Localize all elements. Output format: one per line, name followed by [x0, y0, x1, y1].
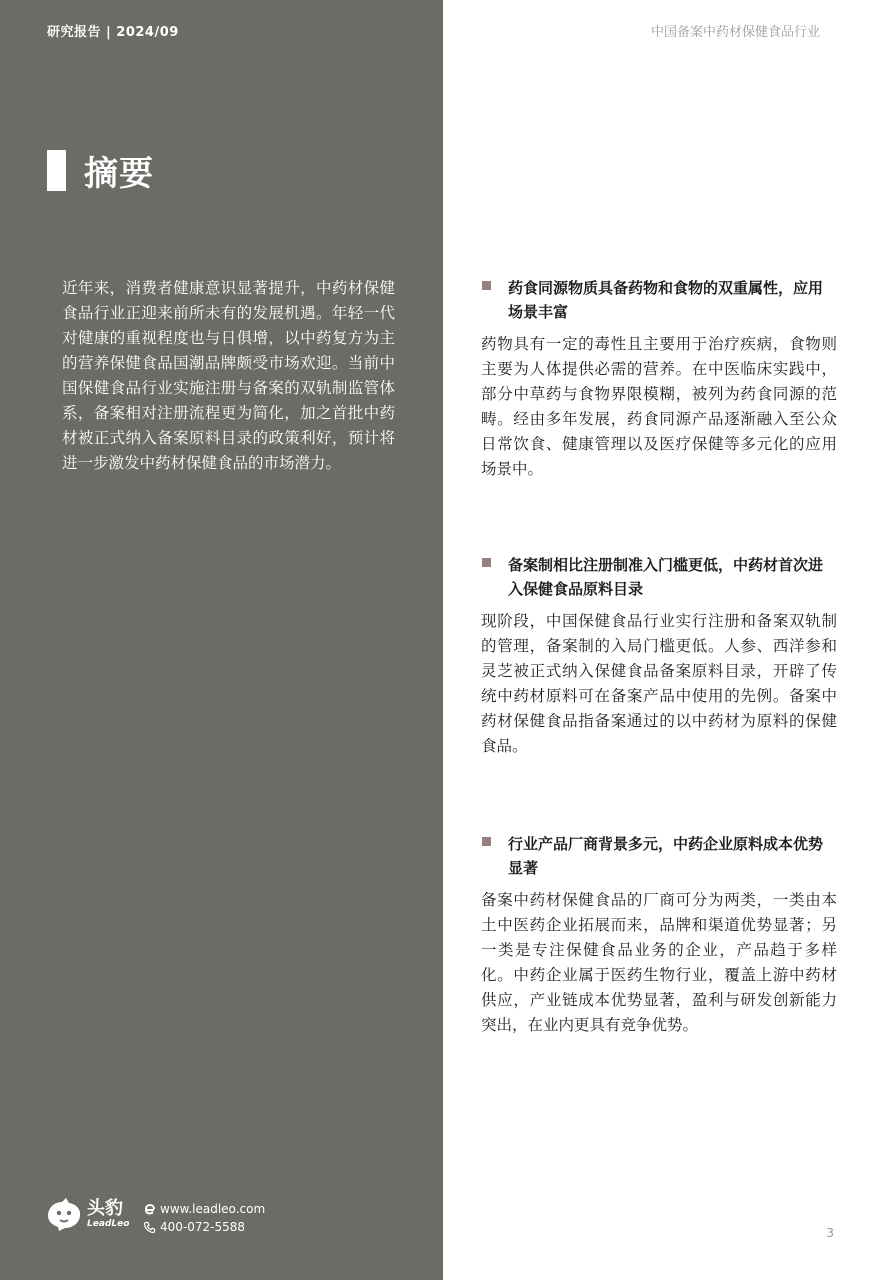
key-point-1	[481, 276, 837, 482]
website-row	[143, 1200, 265, 1218]
leadleo-logo	[45, 1196, 129, 1232]
leopard-logo-icon	[45, 1196, 83, 1232]
key-point-heading-text: 药食同源物质具备药物和食物的双重属性，应用场景丰富	[508, 279, 824, 321]
square-bullet-icon	[482, 837, 491, 846]
square-bullet-icon	[482, 558, 491, 567]
phone-row	[143, 1218, 265, 1236]
key-point-2	[481, 553, 837, 759]
logo-wordmark	[87, 1199, 129, 1230]
key-point-heading	[481, 276, 837, 324]
title-bar-marker	[47, 150, 66, 191]
key-point-body: 现阶段，中国保健食品行业实行注册和备案双轨制的管理，备案制的入局门槛更低。人参、西洋参和灵芝被正式纳入保健食品备案原料目录，开辟了传统中药材原料可在备案产品中使用的先例。备案中药材保健食品指备案通过的以中药材为原料的保健食品。	[481, 612, 837, 755]
logo-cn: 头豹	[87, 1197, 123, 1219]
key-point-heading	[481, 553, 837, 601]
key-point-3	[481, 832, 837, 1038]
key-point-body: 备案中药材保健食品的厂商可分为两类，一类由本土中医药企业拓展而来，品牌和渠道优势显著；另一类是专注保健食品业务的企业，产品趋于多样化。中药企业属于医药生物行业，覆盖上游中药材供应，产业链成本优势显著，盈利与研发创新能力突出，在业内更具有竞争优势。	[481, 891, 837, 1034]
key-point-heading-text: 备案制相比注册制准入门槛更低，中药材首次进入保健食品原料目录	[508, 556, 824, 598]
square-bullet-icon	[482, 281, 491, 290]
section-title	[47, 146, 154, 195]
key-point-body: 药物具有一定的毒性且主要用于治疗疾病，食物则主要为人体提供必需的营养。在中医临床实践中，部分中草药与食物界限模糊，被列为药食同源的范畴。经由多年发展，药食同源产品逐渐融入至公众日常饮食、健康管理以及医疗保健等多元化的应用场景中。	[481, 335, 837, 478]
contact-info	[143, 1200, 265, 1236]
key-point-heading-text: 行业产品厂商背景多元，中药企业原料成本优势显著	[508, 835, 824, 877]
industry-header: 中国备案中药材保健食品行业	[650, 25, 820, 40]
web-e-icon	[143, 1203, 156, 1216]
summary-paragraph: 近年来，消费者健康意识显著提升，中药材保健食品行业正迎来前所未有的发展机遇。年轻一代对健康的重视程度也与日俱增，以中药复方为主的营养保健食品国潮品牌颇受市场欢迎。当前中国保健食品行业实施注册与备案的双轨制监管体系，备案相对注册流程更为简化，加之首批中药材被正式纳入备案原料目录的政策利好，预计将进一步激发中药材保健食品的市场潜力。	[62, 279, 395, 472]
report-tag: 研究报告 | 2024/09	[47, 25, 179, 40]
phone-icon	[143, 1221, 156, 1234]
website-link[interactable]: www.leadleo.com	[160, 1202, 266, 1216]
page-number: 3	[826, 1226, 834, 1240]
key-point-heading	[481, 832, 837, 880]
logo-en: LeadLeo	[87, 1218, 130, 1229]
page-title: 摘要	[84, 154, 154, 194]
phone-number: 400-072-5588	[160, 1220, 246, 1234]
